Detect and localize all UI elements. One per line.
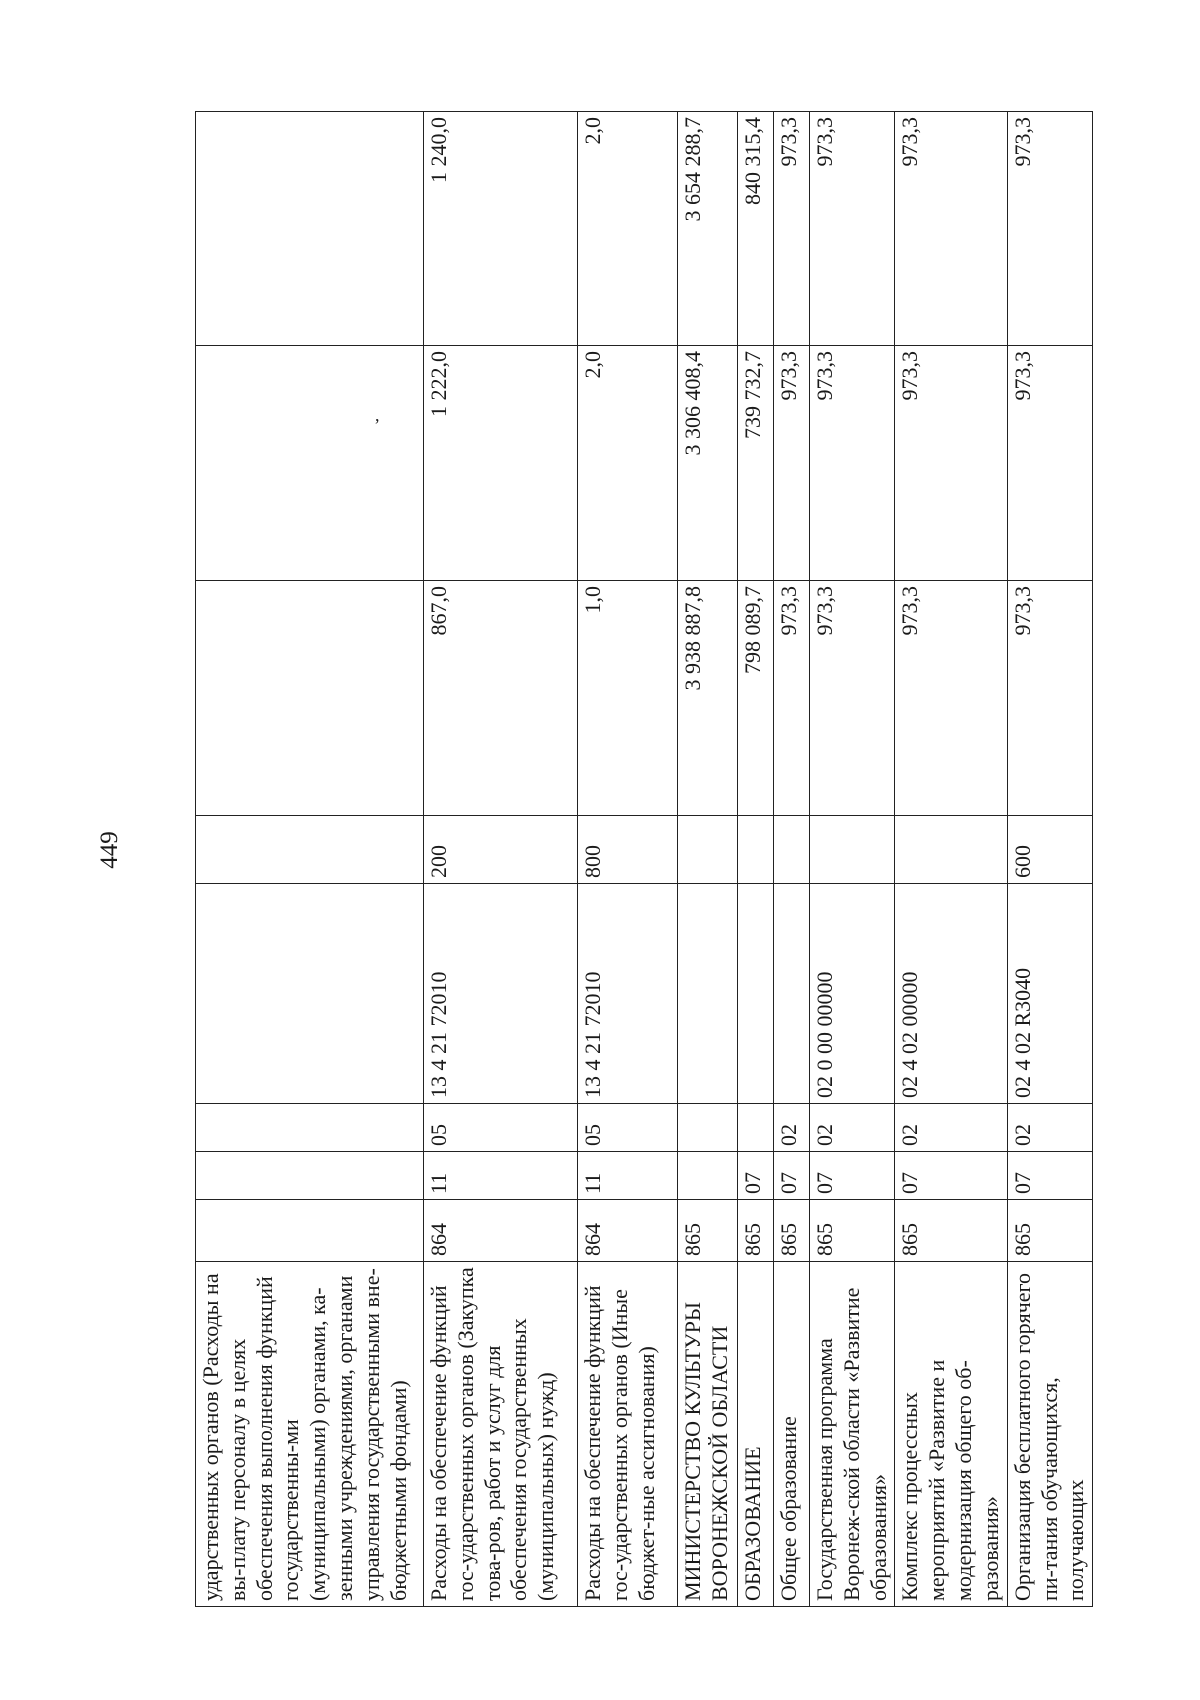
table-body	[196, 112, 1093, 1607]
cell-grbs: 865	[810, 1200, 895, 1262]
budget-table	[195, 111, 1093, 1607]
cell-amount-year3: 973,3	[895, 112, 1007, 346]
cell-csr: 02 0 00 00000	[810, 884, 895, 1104]
cell-vr: 200	[424, 816, 578, 884]
cell-name: ударственных органов (Расходы на вы-плату персоналу в целях обеспечения выполнения функций государственны-ми (муниципальными) органами, ка-зенными учреждениями, органами управления государственными вне-бюджетными фондами)	[196, 1262, 424, 1607]
table-row	[578, 112, 678, 1607]
cell-vr: 600	[1007, 816, 1092, 884]
cell-amount-year1: 798 089,7	[738, 581, 774, 816]
cell-amount-year1: 1,0	[578, 581, 678, 816]
cell-grbs: 865	[1007, 1200, 1092, 1262]
cell-amount-year2: 739 732,7	[738, 346, 774, 581]
cell-amount-year3: 3 654 288,7	[678, 112, 738, 346]
cell-pr: 05	[578, 1104, 678, 1152]
cell-amount-year3: 973,3	[774, 112, 810, 346]
cell-amount-year3: 840 315,4	[738, 112, 774, 346]
cell-amount-year3	[196, 112, 424, 346]
rotated-table-container	[195, 112, 1089, 1607]
cell-grbs: 865	[678, 1200, 738, 1262]
cell-name: Общее образование	[774, 1262, 810, 1607]
table-row	[196, 112, 424, 1607]
cell-amount-year1: 973,3	[810, 581, 895, 816]
cell-amount-year1: 973,3	[774, 581, 810, 816]
cell-vr	[738, 816, 774, 884]
cell-amount-year1	[196, 581, 424, 816]
cell-csr	[738, 884, 774, 1104]
cell-csr: 13 4 21 72010	[424, 884, 578, 1104]
cell-csr	[196, 884, 424, 1104]
cell-grbs: 865	[895, 1200, 1007, 1262]
cell-amount-year2: 973,3	[810, 346, 895, 581]
cell-amount-year1: 973,3	[1007, 581, 1092, 816]
cell-amount-year2: 973,3	[895, 346, 1007, 581]
cell-rz: 07	[810, 1152, 895, 1200]
stray-mark: ,	[375, 405, 380, 425]
table-row	[1007, 112, 1092, 1607]
cell-pr: 02	[895, 1104, 1007, 1152]
cell-pr: 05	[424, 1104, 578, 1152]
cell-grbs: 864	[424, 1200, 578, 1262]
cell-csr	[774, 884, 810, 1104]
table-row	[774, 112, 810, 1607]
cell-amount-year2: 973,3	[1007, 346, 1092, 581]
cell-pr: 02	[1007, 1104, 1092, 1152]
cell-name: Государственная программа Воронеж-ской области «Развитие образования»	[810, 1262, 895, 1607]
cell-csr	[678, 884, 738, 1104]
cell-vr	[810, 816, 895, 884]
cell-vr	[895, 816, 1007, 884]
cell-rz: 07	[738, 1152, 774, 1200]
cell-rz: 07	[1007, 1152, 1092, 1200]
table-row	[810, 112, 895, 1607]
cell-grbs	[196, 1200, 424, 1262]
table-row	[678, 112, 738, 1607]
cell-amount-year2	[196, 346, 424, 581]
cell-name: Расходы на обеспечение функций гос-ударственных органов (Закупка това-ров, работ и услуг для обеспечения государственных (муниципальных) нужд)	[424, 1262, 578, 1607]
cell-pr: 02	[774, 1104, 810, 1152]
page-number: 449	[96, 831, 123, 869]
cell-rz: 07	[774, 1152, 810, 1200]
cell-amount-year1: 3 938 887,8	[678, 581, 738, 816]
cell-amount-year2: 1 222,0	[424, 346, 578, 581]
cell-rz	[196, 1152, 424, 1200]
cell-vr	[678, 816, 738, 884]
cell-pr	[738, 1104, 774, 1152]
cell-vr	[774, 816, 810, 884]
table-row	[424, 112, 578, 1607]
cell-amount-year2: 973,3	[774, 346, 810, 581]
cell-amount-year3: 973,3	[1007, 112, 1092, 346]
cell-pr	[678, 1104, 738, 1152]
cell-grbs: 865	[774, 1200, 810, 1262]
cell-amount-year2: 3 306 408,4	[678, 346, 738, 581]
cell-grbs: 864	[578, 1200, 678, 1262]
cell-pr	[196, 1104, 424, 1152]
cell-amount-year2: 2,0	[578, 346, 678, 581]
cell-rz: 07	[895, 1152, 1007, 1200]
cell-name: Расходы на обеспечение функций гос-ударственных органов (Иные бюджет-ные ассигнования)	[578, 1262, 678, 1607]
cell-csr: 02 4 02 00000	[895, 884, 1007, 1104]
cell-rz: 11	[578, 1152, 678, 1200]
cell-csr: 13 4 21 72010	[578, 884, 678, 1104]
cell-amount-year3: 2,0	[578, 112, 678, 346]
cell-rz: 11	[424, 1152, 578, 1200]
cell-grbs: 865	[738, 1200, 774, 1262]
cell-name: Комплекс процессных мероприятий «Развитие и модернизация общего об-разования»	[895, 1262, 1007, 1607]
cell-csr: 02 4 02 R3040	[1007, 884, 1092, 1104]
table-row	[738, 112, 774, 1607]
cell-vr: 800	[578, 816, 678, 884]
cell-amount-year1: 867,0	[424, 581, 578, 816]
cell-amount-year1: 973,3	[895, 581, 1007, 816]
table-row	[895, 112, 1007, 1607]
cell-name: МИНИСТЕРСТВО КУЛЬТУРЫ ВОРОНЕЖСКОЙ ОБЛАСТИ	[678, 1262, 738, 1607]
cell-name: Организация бесплатного горячего пи-тания обучающихся, получающих	[1007, 1262, 1092, 1607]
cell-vr	[196, 816, 424, 884]
cell-rz	[678, 1152, 738, 1200]
cell-name: ОБРАЗОВАНИЕ	[738, 1262, 774, 1607]
cell-amount-year3: 973,3	[810, 112, 895, 346]
cell-pr: 02	[810, 1104, 895, 1152]
cell-amount-year3: 1 240,0	[424, 112, 578, 346]
